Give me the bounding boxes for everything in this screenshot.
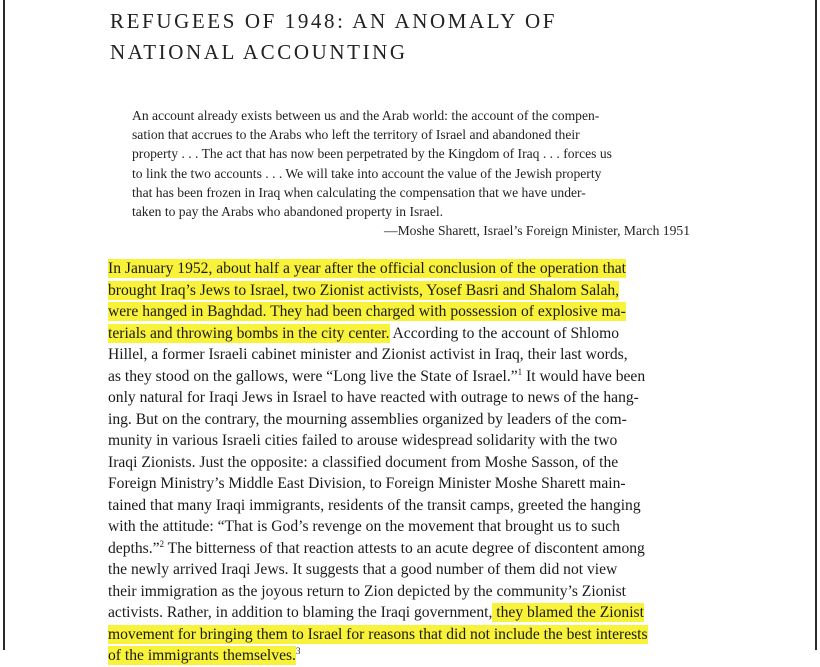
footnote-ref-1[interactable]: 1 <box>517 366 523 377</box>
body-line: with the attitude: “That is God’s revenge on the movement that brought us to such <box>108 518 620 535</box>
body-text: It would have been <box>522 367 646 385</box>
body-line: only natural for Iraqi Jews in Israel to have reacted with outrage to news of the hang- <box>108 389 639 406</box>
highlighted-text: movement for bringing them to Israel for reasons that did not include the best interests <box>108 625 648 643</box>
epigraph-line: sation that accrues to the Arabs who left the territory of Israel and abandoned their <box>132 127 580 143</box>
body-line: the newly arrived Iraqi Jews. It suggests that a good number of them did not view <box>108 561 618 578</box>
highlighted-text: of the immigrants themselves. <box>108 647 296 664</box>
body-line <box>108 301 720 323</box>
body-line <box>108 538 720 560</box>
chapter-title-line-1: REFUGEES OF 1948: AN ANOMALY OF <box>110 9 558 33</box>
body-text: According to the account of Shlomo <box>389 324 620 342</box>
body-line <box>108 280 720 302</box>
body-line <box>108 258 720 280</box>
body-text: activists. Rather, in addition to blaming the Iraqi government, <box>108 604 493 621</box>
highlighted-text: terials and throwing bombs in the city center. <box>108 324 390 342</box>
footnote-ref-2[interactable]: 2 <box>159 538 165 549</box>
body-text: The bitterness of that reaction attests to an acute degree of discontent among <box>164 539 645 557</box>
body-line <box>108 602 720 624</box>
epigraph-line: to link the two accounts . . . We will take into account the value of the Jewish property <box>132 165 602 181</box>
epigraph-line: taken to pay the Arabs who abandoned property in Israel. <box>132 204 444 220</box>
body-line <box>108 645 720 667</box>
body-line <box>108 624 720 646</box>
highlighted-text: were hanged in Baghdad. They had been charged with possession of explosive ma- <box>108 303 626 320</box>
page-border-left <box>3 0 5 650</box>
body-line: ing. But on the contrary, the mourning assemblies organized by leaders of the com- <box>108 410 627 428</box>
epigraph <box>132 106 692 240</box>
chapter-title-line-2: NATIONAL ACCOUNTING <box>110 40 408 64</box>
footnote-ref-3[interactable]: 3 <box>295 646 301 656</box>
page-border-right <box>815 0 817 650</box>
body-line: Hillel, a former Israeli cabinet minister and Zionist activist in Iraq, their last words, <box>108 346 628 363</box>
body-line <box>108 323 720 345</box>
epigraph-attribution: —Moshe Sharett, Israel’s Foreign Minister, March 1951 <box>383 223 690 239</box>
epigraph-line: property . . . The act that has now been perpetrated by the Kingdom of Iraq . . . forces us <box>132 146 612 162</box>
body-line <box>108 366 720 388</box>
body-line: munity in various Israeli cities failed to arouse widespread solidarity with the two <box>108 432 618 449</box>
body-line: Foreign Ministry’s Middle East Division, to Foreign Minister Moshe Sharett main- <box>108 475 626 492</box>
body-line: Iraqi Zionists. Just the opposite: a classified document from Moshe Sasson, of the <box>108 453 619 471</box>
highlighted-text: they blamed the Zionist <box>492 604 644 621</box>
body-text: depths.” <box>108 539 160 557</box>
body-text: as they stood on the gallows, were “Long live the State of Israel.” <box>108 367 518 385</box>
highlighted-text: brought Iraq’s Jews to Israel, two Zionist activists, Yosef Basri and Shalom Salah, <box>108 281 620 299</box>
epigraph-line: An account already exists between us and the Arab world: the account of the compen- <box>132 108 600 123</box>
body-line: tained that many Iraqi immigrants, residents of the transit camps, greeted the hanging <box>108 496 641 514</box>
chapter-title <box>110 6 760 68</box>
highlighted-text: In January 1952, about half a year after the official conclusion of the operation that <box>108 260 627 277</box>
body-paragraph <box>108 258 720 667</box>
body-line: their immigration as the joyous return to Zion depicted by the community’s Zionist <box>108 582 626 600</box>
epigraph-line: that has been frozen in Iraq when calculating the compensation that we have under- <box>132 184 586 200</box>
